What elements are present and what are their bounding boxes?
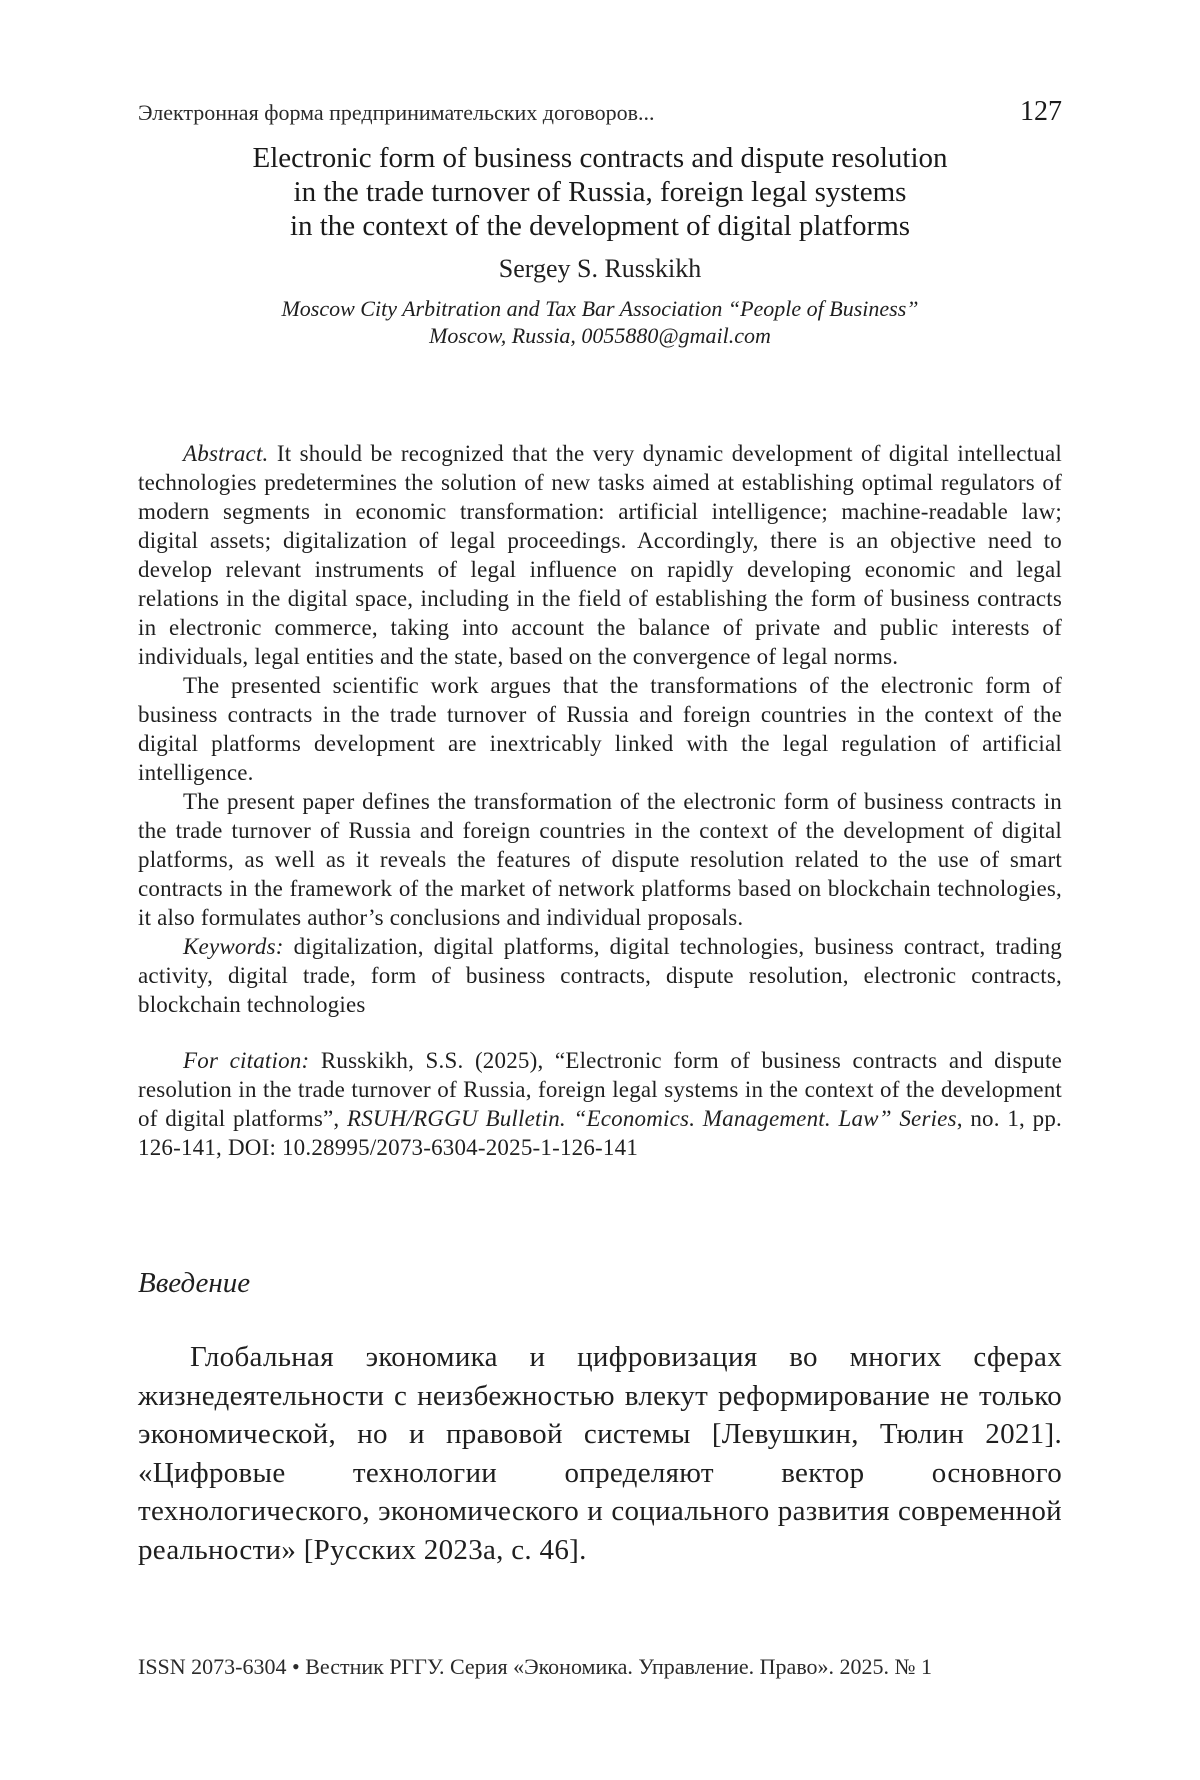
page-number: 127 bbox=[1020, 96, 1062, 127]
text-run: Russkikh, S.S. (2025), “Electronic form of business contracts and dispute resolution in the trade turnover of Russia, foreign legal systems in the context of the development of digital platforms”, bbox=[138, 1048, 1062, 1131]
abstract-paragraph-1 bbox=[138, 439, 1062, 671]
introduction-paragraph-1: Глобальная экономика и цифровизация во многих сферах жизнедеятельности с неизбежностью влекут реформирование не только экономической, но и правовой системы [Левушкин, Тюлин 2021]. «Цифровые технологии определяют вектор основного технологического, экономического и социального развития современной реальности» [Русских 2023а, с. 46]. bbox=[138, 1341, 1062, 1566]
italic-run: RSUH/RGGU Bulletin. “Economics. Management. Law” Series bbox=[346, 1106, 957, 1131]
article-title bbox=[138, 141, 1062, 243]
text-line: Moscow, Russia, 0055880@gmail.com bbox=[429, 323, 771, 348]
text-run: , no. 1, pp. 126-141, DOI: 10.28995/2073-6304-2025-1-126-141 bbox=[138, 1106, 1062, 1160]
journal-footer: ISSN 2073-6304 • Вестник РГГУ. Серия «Экономика. Управление. Право». 2025. № 1 bbox=[138, 1654, 933, 1679]
abstract-section bbox=[138, 439, 1062, 1162]
author-affiliation bbox=[138, 295, 1062, 349]
text-line: in the context of the development of digital platforms bbox=[289, 210, 911, 242]
keywords-paragraph bbox=[138, 932, 1062, 1019]
abstract-label: Abstract. bbox=[183, 441, 269, 466]
section-heading-introduction: Введение bbox=[138, 1267, 251, 1299]
introduction-body bbox=[138, 1338, 1062, 1569]
running-head bbox=[138, 96, 1062, 127]
text-line: Electronic form of business contracts and dispute resolution bbox=[252, 142, 948, 174]
abstract-paragraph-2: The presented scientific work argues that the transformations of the electronic form of business contracts in the trade turnover of Russia and foreign countries in the context of the digital platforms development are inextricably linked with the legal regulation of artificial intelligence. bbox=[138, 673, 1062, 785]
abstract-paragraph-3: The present paper defines the transformation of the electronic form of business contracts in the trade turnover of Russia and foreign countries in the context of the development of digital platforms, as well as it reveals the features of dispute resolution related to the use of smart contracts in the framework of the market of network platforms based on blockchain technologies, it also formulates author’s conclusions and individual proposals. bbox=[138, 789, 1062, 930]
text-line: in the trade turnover of Russia, foreign legal systems bbox=[293, 176, 907, 208]
author-name: Sergey S. Russkikh bbox=[498, 254, 702, 283]
keywords-label: Keywords: bbox=[183, 934, 284, 959]
for-citation-paragraph bbox=[138, 1046, 1062, 1162]
text-line: Moscow City Arbitration and Tax Bar Association “People of Business” bbox=[281, 296, 919, 321]
running-title: Электронная форма предпринимательских договоров... bbox=[138, 100, 655, 125]
italic-run: For citation: bbox=[183, 1048, 310, 1073]
keywords-text: digitalization, digital platforms, digital technologies, business contract, trading activity, digital trade, form of business contracts, dispute resolution, electronic contracts, blockchain technologies bbox=[138, 934, 1062, 1017]
abstract-paragraph-1-text: It should be recognized that the very dynamic development of digital intellectual technologies predetermines the solution of new tasks aimed at establishing optimal regulators of modern segments in economic transformation: artificial intelligence; machine-readable law; digital assets; digitalization of legal proceedings. Accordingly, there is an objective need to develop relevant instruments of legal influence on rapidly developing economic and legal relations in the digital space, including in the field of establishing the form of business contracts in electronic commerce, taking into account the balance of private and public interests of individuals, legal entities and the state, based on the convergence of legal norms. bbox=[138, 441, 1062, 669]
